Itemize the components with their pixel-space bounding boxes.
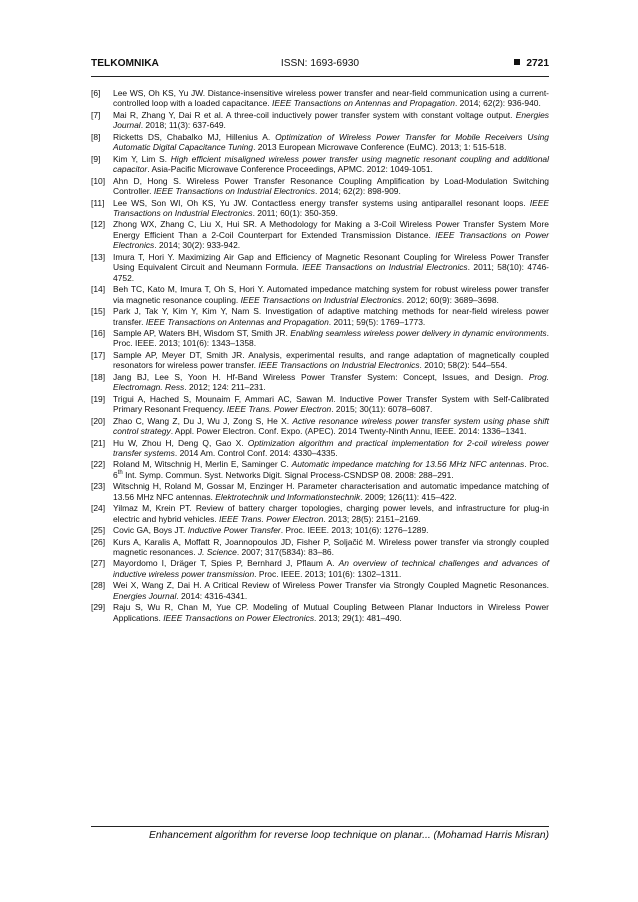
reference-text bbox=[113, 176, 549, 196]
reference-entry bbox=[91, 394, 549, 415]
reference-source-title: Energies Journal bbox=[113, 109, 549, 131]
reference-text bbox=[113, 394, 549, 414]
reference-segment: Zhong WX, Zhang C, Liu X, Hui SR. A Methodology for Making a 3-Coil Wireless Power Transfer System More Energy Efficient Than a 2-Coil Counterpart for Extended Transmission Distance. bbox=[113, 219, 549, 240]
page-header bbox=[91, 58, 549, 74]
reference-segment: . 2010; 58(2): 544–554. bbox=[419, 360, 508, 371]
reference-segment: . 2014: 4316-4341. bbox=[176, 590, 248, 601]
reference-number: [22] bbox=[91, 459, 106, 470]
reference-segment: . 2018; 11(3): 637-649. bbox=[140, 120, 226, 131]
running-title: Enhancement algorithm for reverse loop technique on planar... (Mohamad Harris Misran) bbox=[149, 830, 549, 841]
journal-name: TELKOMNIKA bbox=[91, 58, 159, 69]
reference-text bbox=[113, 306, 549, 326]
reference-entry bbox=[91, 525, 549, 535]
reference-source-title: IEEE Transactions on Industrial Electronics bbox=[113, 197, 549, 218]
page-number-block bbox=[514, 58, 549, 69]
reference-text bbox=[113, 198, 549, 218]
reference-segment: Wei X, Wang Z, Dai H. A Critical Review of Wireless Power Transfer via Strongly Coupled Magnetic Resonances. bbox=[113, 580, 549, 591]
reference-number: [26] bbox=[91, 536, 106, 547]
reference-segment: . 2011; 60(1): 350-359. bbox=[252, 207, 338, 218]
reference-source-title: Enabling seamless wireless power delivery in dynamic environments bbox=[290, 327, 547, 338]
reference-text bbox=[113, 88, 549, 108]
reference-segment: . Proc. IEEE. 2013; 101(6): 1302–1311. bbox=[254, 568, 402, 579]
reference-source-title: IEEE Trans. Power Electron bbox=[226, 404, 332, 415]
reference-text bbox=[113, 525, 429, 535]
reference-number: [27] bbox=[91, 558, 106, 569]
reference-segment: Hu W, Zhou H, Deng Q, Gao X. bbox=[113, 437, 248, 448]
reference-text bbox=[113, 372, 549, 392]
reference-entry bbox=[91, 132, 549, 153]
reference-list bbox=[91, 88, 549, 624]
footer-divider bbox=[91, 826, 549, 827]
reference-source-title: IEEE Transactions on Power Electronics bbox=[163, 612, 315, 623]
reference-text bbox=[113, 503, 549, 523]
reference-segment: . Asia-Pacific Microwave Conference Proceedings, APMC. 2012: 1049-1051. bbox=[147, 164, 433, 175]
reference-source-title: Active resonance wireless power transfer system using phase shift control strategy bbox=[113, 415, 549, 437]
reference-segment: . 2013 European Microwave Conference (EuMC). 2013; 1: 515-518. bbox=[253, 142, 507, 153]
reference-segment: . Proc. 6 bbox=[113, 459, 549, 480]
reference-number: [24] bbox=[91, 503, 106, 514]
reference-text bbox=[113, 580, 549, 600]
reference-text bbox=[113, 132, 549, 152]
reference-segment: Park J, Tak Y, Kim Y, Kim Y, Nam S. Investigation of adaptive matching methods for near-field wireless power transfer. bbox=[113, 306, 549, 327]
reference-entry bbox=[91, 154, 549, 175]
issn-number: ISSN: 1693-6930 bbox=[280, 58, 360, 69]
reference-entry bbox=[91, 110, 549, 131]
reference-segment: . 2014; 62(2): 936-940. bbox=[454, 98, 541, 109]
reference-source-title: Optimization of Wireless Power Transfer for Mobile Receivers Using Automatic Digital Capacitance Tuning bbox=[113, 131, 549, 153]
reference-entry bbox=[91, 219, 549, 250]
reference-source-title: IEEE Transactions on Industrial Electronics bbox=[302, 262, 468, 273]
reference-number: [9] bbox=[91, 153, 101, 164]
reference-text bbox=[113, 537, 549, 557]
reference-segment: Jang BJ, Lee S, Yoon H. Hf-Band Wireless Power Transfer System: Concept, Issues, and Design. bbox=[113, 371, 529, 382]
reference-segment: Mai R, Zhang Y, Dai R et al. A three-coil inductively power transfer system with constant voltage output. bbox=[113, 109, 516, 120]
reference-segment: . Proc. IEEE. 2013; 101(6): 1276–1289. bbox=[280, 525, 429, 536]
reference-entry bbox=[91, 416, 549, 437]
reference-number: [29] bbox=[91, 602, 106, 613]
reference-segment: Roland M, Witschnig H, Merlin E, Saminger C. bbox=[113, 459, 292, 470]
reference-text bbox=[113, 558, 549, 578]
reference-entry bbox=[91, 88, 549, 109]
page-number: 2721 bbox=[526, 58, 549, 69]
reference-source-title: High efficient misaligned wireless power transfer using magnetic resonant coupling and additional capacitor bbox=[113, 153, 549, 175]
reference-source-title: IEEE Transactions on Antennas and Propagation bbox=[145, 316, 329, 327]
reference-segment: Ahn D, Hong S. Wireless Power Transfer Resonance Coupling Amplification by Load-Modulation Switching Controller. bbox=[113, 175, 549, 197]
reference-segment: . 2012; 124: 211–231. bbox=[184, 382, 266, 393]
reference-segment: Lee WS, Son WI, Oh KS, Yu JW. Contactless energy transfer systems using antiparallel resonant loops. bbox=[113, 197, 530, 208]
reference-number: [21] bbox=[91, 437, 106, 448]
reference-source-title: IEEE Trans. Power Electron bbox=[219, 513, 324, 524]
reference-text bbox=[113, 350, 549, 370]
reference-segment: Kurs A, Karalis A, Moffatt R, Joannopoulos JD, Fisher P, Soljačić M. Wireless power transfer via strongly coupled magnetic resonances. bbox=[113, 536, 549, 558]
reference-segment: . 2011; 58(10): 4746-4752. bbox=[113, 262, 549, 283]
reference-entry bbox=[91, 176, 549, 197]
reference-segment: . Appl. Power Electron. Conf. Expo. (APEC). 2014 Twenty-Ninth Annu, IEEE. 2014: 1336–1341. bbox=[170, 426, 527, 437]
reference-segment: Mayordomo I, Dräger T, Spies P, Bernhard J, Pflaum A. bbox=[113, 558, 339, 569]
reference-segment: Trigui A, Hached S, Mounaim F, Ammari AC, Sawan M. Inductive Power Transfer System with Self-Calibrated Primary Resonant Frequency. bbox=[113, 393, 549, 415]
reference-number: [11] bbox=[91, 197, 105, 208]
reference-number: [14] bbox=[91, 284, 106, 295]
reference-entry bbox=[91, 306, 549, 327]
reference-number: [13] bbox=[91, 251, 106, 262]
reference-number: [7] bbox=[91, 109, 101, 120]
reference-entry bbox=[91, 284, 549, 305]
reference-text bbox=[113, 481, 549, 501]
reference-segment: Sample AP, Meyer DT, Smith JR. Analysis, experimental results, and range adaptation of magnetically coupled resonators for wireless power transfer. bbox=[113, 349, 549, 371]
reference-segment: Ricketts DS, Chabalko MJ, Hillenius A. bbox=[113, 131, 276, 142]
reference-text bbox=[113, 252, 549, 283]
reference-number: [17] bbox=[91, 349, 106, 360]
reference-source-title: Energies Journal bbox=[113, 590, 177, 601]
reference-number: [6] bbox=[91, 88, 101, 98]
reference-segment: . 2013; 29(1): 481–490. bbox=[314, 612, 402, 623]
reference-segment: Imura T, Hori Y. Maximizing Air Gap and Efficiency of Magnetic Resonant Coupling for Wireless Power Transfer Using Equivalent Circuit and Neumann Formula. bbox=[113, 251, 549, 273]
reference-source-title: IEEE Transactions on Industrial Electronics bbox=[258, 360, 420, 371]
reference-entry bbox=[91, 459, 549, 480]
reference-segment: . 2013; 28(5): 2151–2169. bbox=[323, 513, 421, 524]
reference-source-title: Optimization algorithm and practical implementation for 2-coil wireless power transfer systems bbox=[113, 437, 549, 458]
reference-text bbox=[113, 219, 549, 250]
reference-entry bbox=[91, 558, 549, 579]
reference-source-title: IEEE Transactions on Antennas and Propagation bbox=[272, 98, 455, 109]
reference-text bbox=[113, 154, 549, 174]
reference-entry bbox=[91, 438, 549, 459]
reference-text bbox=[113, 328, 549, 348]
reference-number: [16] bbox=[91, 327, 106, 338]
reference-source-title: J. Science bbox=[197, 547, 237, 558]
reference-text bbox=[113, 110, 549, 130]
reference-entry bbox=[91, 198, 549, 219]
reference-number: [12] bbox=[91, 219, 106, 230]
reference-source-title: Elektrotechnik und Informationstechnik bbox=[215, 491, 361, 502]
reference-segment: . 2012; 60(9): 3689–3698. bbox=[401, 294, 499, 305]
reference-segment: Sample AP, Waters BH, Wisdom ST, Smith JR. bbox=[113, 327, 291, 338]
reference-entry bbox=[91, 372, 549, 393]
reference-text bbox=[113, 602, 549, 622]
reference-entry bbox=[91, 537, 549, 558]
reference-entry bbox=[91, 503, 549, 524]
reference-segment: Beh TC, Kato M, Imura T, Oh S, Hori Y. Automated impedance matching system for robust wireless power transfer via magnetic resonance coupling. bbox=[113, 284, 549, 305]
reference-entry bbox=[91, 580, 549, 601]
reference-text bbox=[113, 438, 549, 458]
reference-segment: Covic GA, Boys JT. bbox=[113, 525, 188, 536]
reference-segment: Zhao C, Wang Z, Du J, Wu J, Zong S, He X. bbox=[113, 415, 293, 426]
reference-number: [25] bbox=[91, 525, 106, 536]
reference-number: [19] bbox=[91, 393, 106, 404]
reference-number: [18] bbox=[91, 371, 106, 382]
reference-segment: . 2011; 59(5): 1769–1773. bbox=[328, 316, 426, 327]
reference-number: [10] bbox=[91, 175, 106, 186]
reference-number: [28] bbox=[91, 580, 106, 591]
reference-segment: Yilmaz M, Krein PT. Review of battery charger topologies, charging power levels, and infrastructure for plug-in electric and hybrid vehicles. bbox=[113, 503, 549, 524]
reference-segment: . 2014; 30(2): 933-942. bbox=[154, 240, 241, 251]
reference-segment: . Proc. IEEE. 2013; 101(6): 1343–1358. bbox=[113, 327, 549, 349]
reference-source-title: Prog. Electromagn. Ress bbox=[113, 371, 549, 393]
reference-segment: . 2009; 126(11): 415–422. bbox=[360, 491, 457, 502]
black-square-icon bbox=[514, 59, 520, 65]
reference-segment: Kim Y, Lim S. bbox=[113, 153, 171, 164]
reference-entry bbox=[91, 328, 549, 349]
reference-entry bbox=[91, 602, 549, 623]
reference-entry bbox=[91, 481, 549, 502]
reference-segment: Int. Symp. Commun. Syst. Networks Digit. Signal Process-CSNDSP 08. 2008: 288–291. bbox=[122, 469, 454, 480]
reference-source-title: Inductive Power Transfer bbox=[187, 525, 281, 536]
reference-number: [8] bbox=[91, 131, 101, 142]
reference-segment: . 2015; 30(11): 6078–6087. bbox=[331, 404, 433, 415]
reference-text bbox=[113, 284, 549, 304]
reference-source-title: IEEE Transactions on Industrial Electronics bbox=[153, 186, 315, 197]
reference-number: [15] bbox=[91, 306, 106, 317]
reference-segment: . 2007; 317(5834): 83–86. bbox=[236, 547, 334, 558]
reference-entry bbox=[91, 350, 549, 371]
reference-entry bbox=[91, 252, 549, 283]
reference-segment: Raju S, Wu R, Chan M, Yue CP. Modeling of Mutual Coupling Between Planar Inductors in Wireless Power Applications. bbox=[113, 602, 549, 623]
reference-number: [20] bbox=[91, 415, 106, 426]
reference-source-title: Automatic impedance matching for 13.56 MHz NFC antennas bbox=[291, 459, 525, 470]
reference-segment: Lee WS, Oh KS, Yu JW. Distance-insensitive wireless power transfer and near-field communication using a current-controlled loop with a loaded capacitance. bbox=[113, 88, 549, 109]
reference-segment: . 2014; 62(2): 898-909. bbox=[314, 186, 401, 197]
reference-segment: th bbox=[117, 470, 123, 477]
reference-text bbox=[113, 416, 549, 436]
reference-number: [23] bbox=[91, 481, 106, 492]
reference-source-title: IEEE Transactions on Power Electronics bbox=[113, 229, 549, 251]
header-divider bbox=[91, 76, 549, 77]
reference-text bbox=[113, 459, 549, 479]
reference-source-title: IEEE Transactions on Industrial Electronics bbox=[240, 294, 402, 305]
reference-segment: Witschnig H, Roland M, Gossar M, Enzinger H. Parameter characterisation and automatic impedance matching of 13.56 MHz NFC antennas. bbox=[113, 481, 549, 502]
reference-source-title: An overview of technical challenges and advances of inductive wireless power transmission bbox=[113, 558, 550, 579]
reference-segment: . 2014 Am. Control Conf. 2014: 4330–4335. bbox=[174, 447, 338, 458]
